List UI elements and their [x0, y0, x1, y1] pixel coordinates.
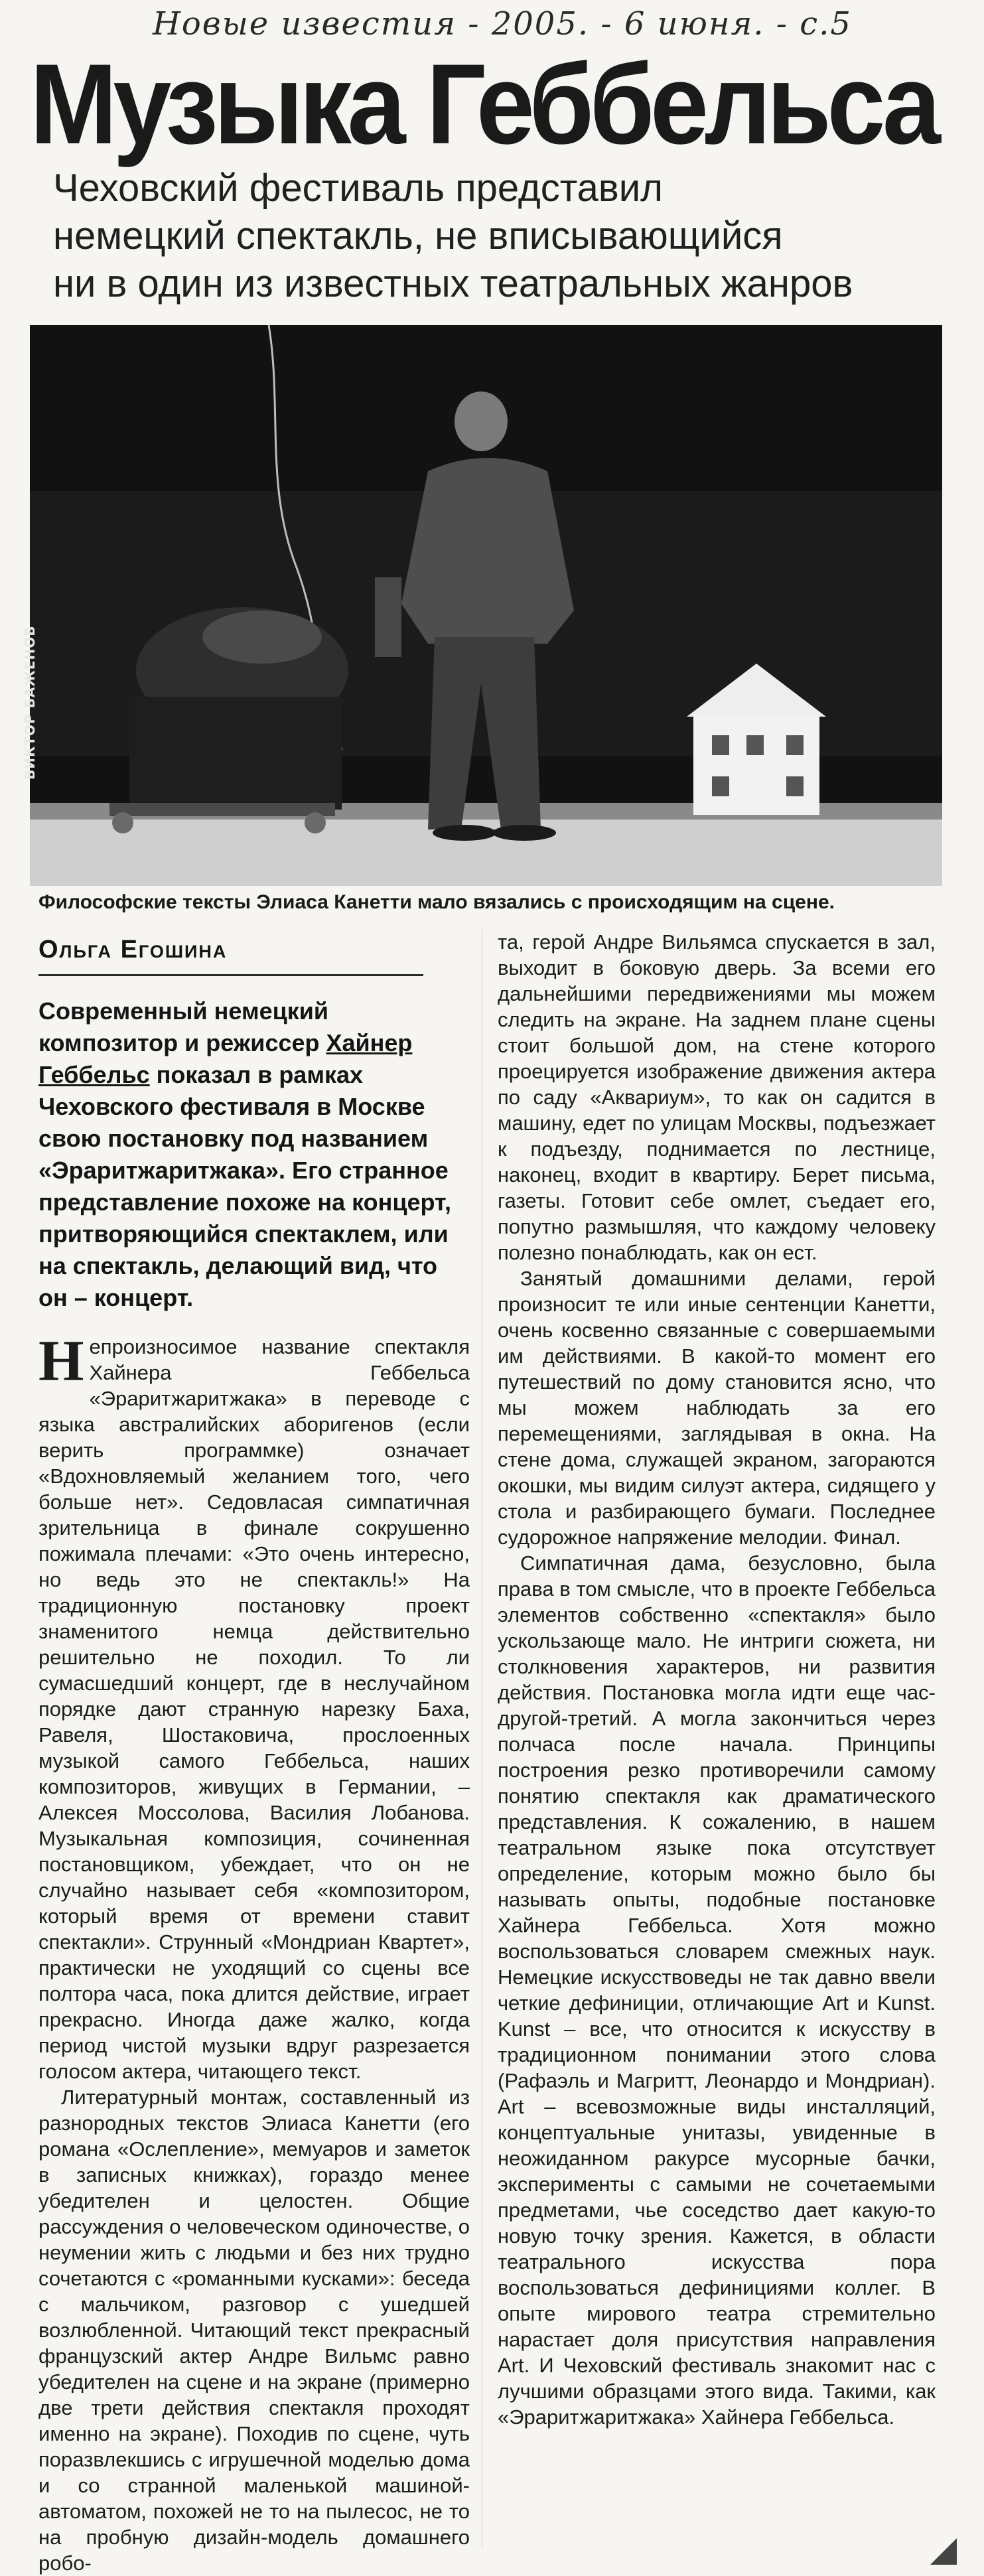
- end-of-article-mark: [930, 2538, 957, 2565]
- photo-credit-text: ВИКТОР БАЖЕНОВ: [22, 625, 38, 780]
- lead-person-name: Хайнер Геббельс: [38, 1029, 413, 1088]
- lead-text-end: показал в рамках Чеховского фестиваля в Москве свою постановку под названием «Эраритжаритжака». Его странное представление похоже на концерт, притворяющийся спектаклем, или на спектакль, делающий вид, что он – концерт.: [38, 1061, 451, 1311]
- stage-scene-illustration: [30, 325, 942, 886]
- subheadline-line: Чеховский фестиваль представил: [53, 167, 663, 210]
- drop-cap: Н: [38, 1329, 84, 1394]
- stage-floor: [30, 816, 942, 886]
- article-paragraph: Симпатичная дама, безусловно, была права в том смысле, что в проекте Геббельса элементов собственно «спектакля» было ускользающе мало. Не интриги сюжета, ни столкновения характеров, ни развития действия. Постановка могла идти еще час-другой-третий. А могла закончиться через полчаса после начала. Принципы построения резко противоречили самому понятию спектакля как драматического представления. К сожалению, в нашем театральном языке пока отсутствует определение, которым можно было бы называть опыты, подобные постановке Хайнера Геббельса. Хотя можно воспользоваться словарем смежных наук. Немецкие искусствоведы не так давно ввели четкие дефиниции, отличающие Art и Kunst. Kunst – все, что относится к искусству в традиционном понимании этого слова (Рафаэль и Магритт, Леонардо и Мондриан). Art – всевозможные виды инсталляций, концептуальные унитазы, увиденные в неожиданном ракурсе мусорные бачки, эксперименты с самыми не сочетаемыми предметами, чье соседство дает какую-то новую точку зрения. Кажется, в области театрального искусства пора воспользоваться дефинициями коллег. В опыте мирового театра стремительно нарастает доля присутствия направления Art. И Чеховский фестиваль знакомит нас с лучшими образцами этого вида. Такими, как «Эраритжаритжака» Хайнера Геббельса.: [498, 1551, 936, 2429]
- subheadline-line: ни в один из известных театральных жанров: [53, 262, 853, 305]
- article-column-1: [38, 1329, 470, 2576]
- paragraph-text: епроизносимое название спектакля Хайнера Геббельса «Эраритжаритжака» в переводе с языка австралийских аборигенов (если верить программке) означает «Вдохновляемый желанием того, чего больше нет». Седовласая симпатичная зрительница в финале сокрушенно пожимала плечами: «Это очень интересно, но ведь это не спектакль!» На традиционную постановку проект знаменитого немца действительно решительно не походил. То ли сумасшедший концерт, где в неслучайном порядке дают странную нарезку Баха, Равеля, Шостаковича, прослоенных музыкой самого Геббельса, наших композиторов, живущих в Германии, – Алексея Моссолова, Василия Лобанова. Музыкальная композиция, сочиненная постановщиком, убеждает, что он не случайно называет себя «композитором, который время от времени ставит спектакли». Струнный «Мондриан Квартет», практически не уходящий со сцены все полтора часа, пока длится действие, играет прекрасно. Иногда даже жалко, когда период чистой музыки вдруг разрезается голосом актера, читающего текст.: [38, 1335, 470, 2083]
- author-name: Ольга Егошина: [38, 936, 228, 964]
- subheadline-line: немецкий спектакль, не вписывающийся: [53, 214, 783, 257]
- article-paragraph: [38, 1329, 470, 2084]
- article-column-2: [498, 929, 936, 2430]
- handwritten-source-note: Новые известия - 2005. - 6 июня. - с.5: [153, 5, 852, 42]
- article-paragraph: та, герой Андре Вильямса спускается в зал, выходит в боковую дверь. За всеми его дальнейшими передвижениями мы можем следить на экране. На заднем плане сцены стоит большой дом, на стене которого проецируется изображение движения актера по саду «Аквариум», то как он садится в машину, едет по улицам Москвы, подъезжает к подъезду, поднимается по лестнице, наконец, входит в квартиру. Берет письма, газеты. Готовит себе омлет, съедает его, попутно размышляя, что каждому человеку полезно понаблюдать, как он ест.: [498, 930, 936, 1264]
- photo-caption: Философские тексты Элиаса Канетти мало вязались с происходящим на сцене.: [38, 891, 835, 913]
- byline: [38, 936, 423, 976]
- stage-photo: [30, 325, 942, 886]
- headline: Музыка Геббельса: [30, 40, 937, 168]
- article-paragraph: Занятый домашними делами, герой произносит те или иные сентенции Канетти, очень косвенно связанные с совершаемыми им действиями. В какой-то момент его путешествий по дому становится ясно, что мы можем наблюдать за его перемещениями, заглядывая в окна. На стене дома, служащей экраном, загораются окошки, мы видим силуэт актера, сидящего у стола и разбирающего бумаги. Последнее судорожное напряжение мелодии. Финал.: [498, 1267, 936, 1549]
- article-paragraph: Литературный монтаж, составленный из разнородных текстов Элиаса Канетти (его романа «Ослепление», мемуаров и заметок в записных книжках), гораздо менее убедителен и целостен. Общие рассуждения о человеческом одиночестве, о неумении жить с людьми и без них трудно сочетаются с «романными кусками»: беседа с мальчиком, разговор с ушедшей возлюбленной. Читающий текст прекрасный французский актер Андре Вильмс равно убедителен на сцене и на экране (примерно две трети действия спектакля проходят именно на экране). Походив по сцене, чуть поразвлекшись с игрушечной моделью дома и со странной маленькой машиной-автоматом, похожей не то на пылесос, не то на пробную дизайн-модель домашнего робо-: [38, 2086, 470, 2575]
- lead-text-start: Современный немецкий композитор и режиссер: [38, 997, 329, 1056]
- subheadline: [53, 165, 936, 308]
- lead-paragraph: [38, 995, 463, 1314]
